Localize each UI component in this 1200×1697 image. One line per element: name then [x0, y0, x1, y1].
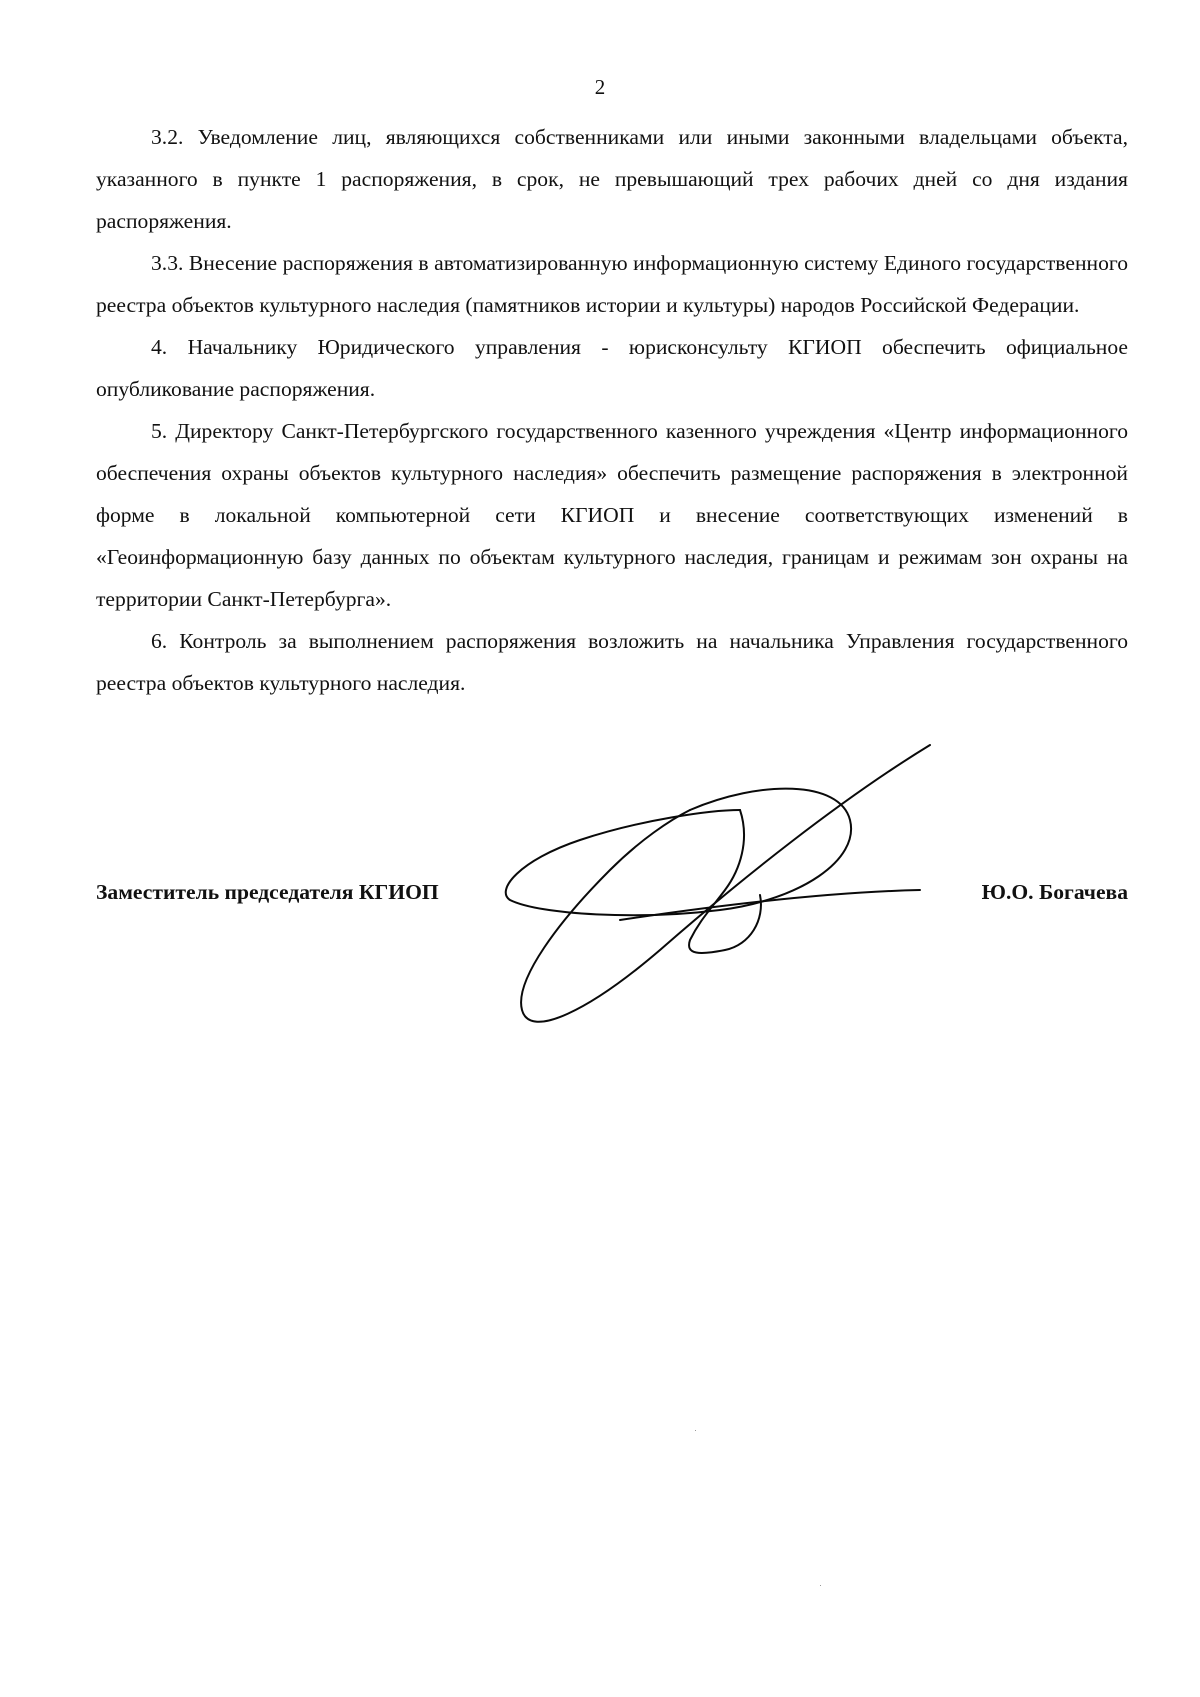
paragraph-5: 5. Директору Санкт-Петербургского государственного казенного учреждения «Центр информационного обеспечения охраны объектов культурного наследия» обеспечить размещение распоряжения в электронной форме в локальной компьютерной сети КГИОП и внесение соответствующих изменений в «Геоинформационную базу данных по объектам культурного наследия, границам и режимам зон охраны на территории Санкт-Петербурга».: [96, 419, 1128, 611]
document-body: [96, 116, 1128, 704]
handwritten-signature: [500, 740, 960, 1030]
page-number: 2: [594, 75, 606, 99]
paragraph-3-2: 3.2. Уведомление лиц, являющихся собственниками или иными законными владельцами объекта, указанного в пункте 1 распоряжения, в срок, не превышающий трех рабочих дней со дня издания распоряжения.: [96, 125, 1128, 233]
scan-speck: [695, 1430, 696, 1431]
paragraph-6: 6. Контроль за выполнением распоряжения возложить на начальника Управления государственного реестра объектов культурного наследия.: [96, 629, 1128, 695]
scan-speck: [820, 1585, 821, 1586]
paragraph-4: 4. Начальнику Юридического управления - юрисконсульту КГИОП обеспечить официальное опубликование распоряжения.: [96, 335, 1128, 401]
signer-title: Заместитель председателя КГИОП: [96, 880, 439, 904]
signer-name: Ю.О. Богачева: [981, 880, 1128, 904]
paragraph-3-3: 3.3. Внесение распоряжения в автоматизированную информационную систему Единого государственного реестра объектов культурного наследия (памятников истории и культуры) народов Российской Федерации.: [96, 251, 1128, 317]
